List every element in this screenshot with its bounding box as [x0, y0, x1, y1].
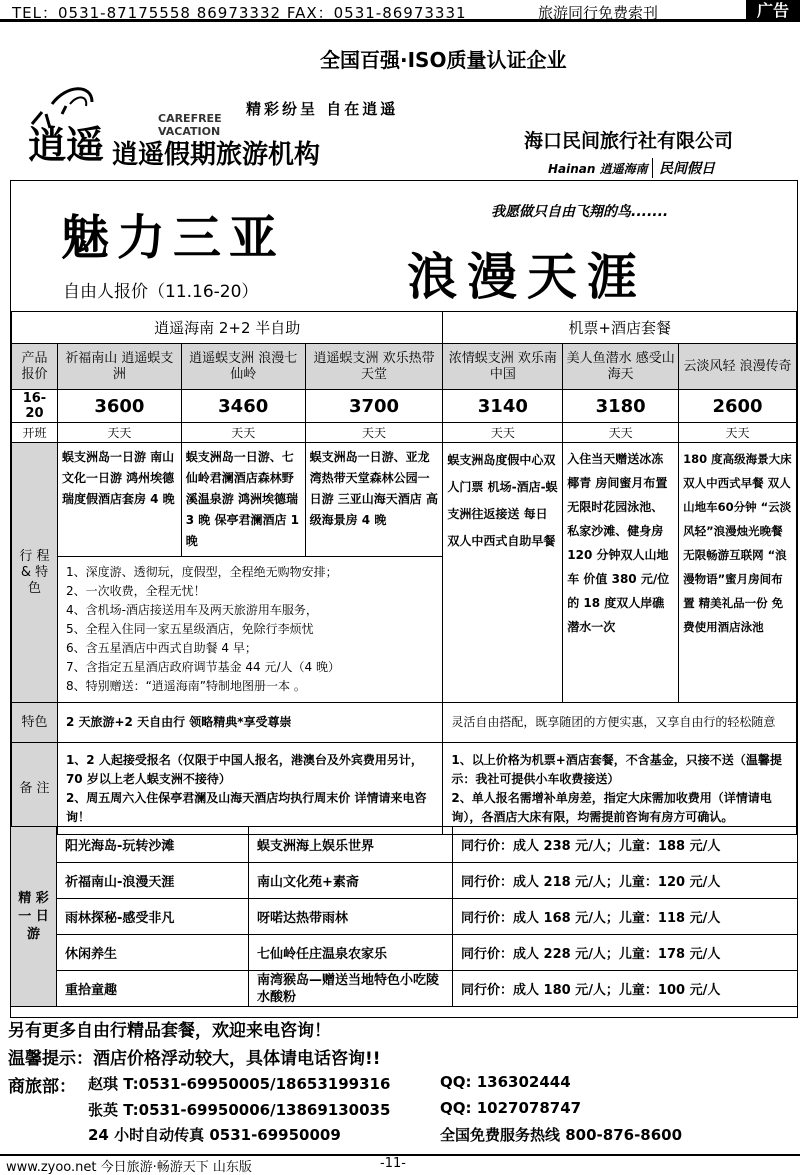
product-name: 逍遥蜈支洲 浪漫七仙岭	[181, 344, 305, 390]
promo-title-2: 浪漫天涯	[407, 247, 647, 306]
en-line-2: VACATION	[158, 125, 221, 138]
ad-badge: 广告	[746, 0, 800, 22]
footer-tip: 温馨提示：酒店价格浮动较大，具体请电话咨询!!	[8, 1049, 381, 1069]
itinerary-cell: 180 度高级海景大床 双人中西式早餐 双人山地车60分钟 “云淡风轻”浪漫烛光晚餐 无限畅游互联网 “浪漫物语”蜜月房间布置 精美礼品一份 免费使用酒店泳池	[679, 443, 797, 703]
promo-subtitle: 自由人报价（11.16-20）	[63, 282, 259, 302]
itinerary-cell: 蜈支洲岛一日游 南山文化一日游 鸿州埃德瑞度假酒店套房 4 晚	[57, 443, 181, 557]
remark-line: 1、以上价格为机票+酒店套餐，不含基金，只接不送（温馨提示：我社可提供小车收费接送）	[451, 752, 782, 786]
day-tour-spot: 七仙岭任庄温泉农家乐	[249, 935, 453, 971]
day-tour-price: 同行价：成人 180 元/人；儿童：100 元/人	[453, 971, 798, 1007]
day-tour-spot: 呀喏达热带雨林	[249, 899, 453, 935]
site-footer: www.zyoo.net 今日旅游·畅游天下 山东版	[6, 1160, 252, 1175]
day-tour-price: 同行价：成人 168 元/人；儿童：118 元/人	[453, 899, 798, 935]
price-value: 3460	[181, 390, 305, 423]
day-tour-name: 祈福南山-浪漫天涯	[57, 863, 249, 899]
hainan-logo: Hainan 逍遥海南	[548, 162, 648, 176]
remarks-left	[57, 743, 442, 835]
qq-2: QQ: 1027078747	[440, 1099, 582, 1117]
day-tour-spot: 蜈支洲海上娱乐世界	[249, 827, 453, 863]
itinerary-cell: 入住当天赠送冰冻椰青 房间蜜月布置 无限时花园泳池、私家沙滩、健身房 120 分钟双人山地车 价值 380 元/位的 18 度双人岸礁潜水一次	[563, 443, 679, 703]
section-flight-hotel: 机票+酒店套餐	[443, 312, 797, 344]
remarks-label: 备 注	[12, 743, 58, 835]
note-line: 5、全程入住同一家五星级酒店，免除行李烦忧	[65, 622, 314, 636]
itinerary-label: 行 程 & 特 色	[12, 443, 58, 703]
header	[0, 28, 800, 178]
price-value: 2600	[679, 390, 797, 423]
schedule-value: 天天	[563, 423, 679, 443]
page-number: -11-	[380, 1156, 406, 1171]
note-line: 1、深度游、透彻玩，度假型，全程绝无购物安排；	[65, 565, 338, 579]
bottom-bar	[0, 1154, 800, 1175]
itinerary-cell: 蜈支洲岛度假中心双人门票 机场-酒店-蜈支洲往返接送 每日双人中西式自助早餐	[443, 443, 563, 703]
schedule-label: 开班	[12, 423, 58, 443]
footer-more: 另有更多自由行精品套餐，欢迎来电咨询！	[8, 1021, 331, 1041]
price-table	[11, 311, 797, 835]
feature-label: 特色	[12, 703, 58, 743]
itinerary-cell: 蜈支洲岛一日游、七仙岭君澜酒店森林野溪温泉游 鸿洲埃德瑞 3 晚 保亭君澜酒店 1 晚	[181, 443, 305, 557]
schedule-value: 天天	[57, 423, 181, 443]
price-value: 3180	[563, 390, 679, 423]
fax-line: 24 小时自动传真 0531-69950009	[88, 1126, 341, 1144]
date-label: 16-20	[12, 390, 58, 423]
schedule-value: 天天	[181, 423, 305, 443]
product-name: 祈福南山 逍遥蜈支洲	[57, 344, 181, 390]
day-tour-name: 休闲养生	[57, 935, 249, 971]
day-tour-price: 同行价：成人 228 元/人；儿童：178 元/人	[453, 935, 798, 971]
note-line: 4、含机场-酒店接送用车及两天旅游用车服务，	[65, 603, 318, 617]
day-tour-table	[10, 826, 798, 1007]
schedule-value: 天天	[443, 423, 563, 443]
day-tour-price: 同行价：成人 218 元/人；儿童：120 元/人	[453, 863, 798, 899]
section-half-selfguided: 逍遥海南 2+2 半自助	[12, 312, 443, 344]
product-name: 云淡风轻 浪漫传奇	[679, 344, 797, 390]
contact-2: 张英 T:0531-69950006/13869130035	[88, 1101, 391, 1119]
header-slogan: 精彩纷呈 自在逍遥	[246, 100, 399, 118]
top-contact: TEL：0531-87175558 86973332 FAX：0531-86973331	[12, 4, 467, 22]
partner-logos	[548, 154, 748, 182]
note-line: 8、特别赠送：“逍遥海南”特制地图册一本 。	[65, 679, 306, 693]
product-label: 产品 报价	[12, 344, 58, 390]
promo-tagline: 我愿做只自由飞翔的鸟.......	[491, 204, 669, 220]
schedule-value: 天天	[679, 423, 797, 443]
remark-line: 2、周五周六入住保亭君澜及山海天酒店均执行周末价 详情请来电咨询！	[65, 790, 427, 824]
schedule-value: 天天	[305, 423, 443, 443]
day-tour-price: 同行价：成人 238 元/人；儿童：188 元/人	[453, 827, 798, 863]
brand-name: 逍遥假期旅游机构	[112, 140, 321, 170]
top-index-title: 旅游同行免费索刊	[538, 4, 659, 22]
note-line: 6、含五星酒店中西式自助餐 4 早；	[65, 641, 257, 655]
top-bar	[0, 0, 800, 22]
header-tagline: 全国百强·ISO质量认证企业	[320, 48, 567, 72]
price-value: 3140	[443, 390, 563, 423]
price-value: 3700	[305, 390, 443, 423]
svg-text:逍遥: 逍遥	[28, 122, 105, 166]
product-name: 美人鱼潜水 感受山海天	[563, 344, 679, 390]
qq-1: QQ: 136302444	[440, 1073, 571, 1091]
remark-line: 2、单人报名需增补单房差，指定大床需加收费用（详情请电询），各酒店大床有限，均需提前咨询有房方可确认。	[451, 790, 772, 824]
day-tour-name: 雨林探秘-感受非凡	[57, 899, 249, 935]
note-line: 2、一次收费，全程无忧！	[65, 584, 206, 598]
remark-line: 1、2 人起接受报名（仅限于中国人报名，港澳台及外宾费用另计，70 岁以上老人蜈支洲不接待）	[65, 752, 423, 786]
footer-dept: 商旅部：	[8, 1077, 76, 1097]
price-value: 3600	[57, 390, 181, 423]
note-line: 7、含指定五星酒店政府调节基金 44 元/人（4 晚）	[65, 660, 340, 674]
day-tour-spot: 南山文化苑+素斋	[249, 863, 453, 899]
feature-left: 2 天旅游+2 天自由行 领略精典*享受尊崇	[57, 703, 442, 743]
company-name: 海口民间旅行社有限公司	[524, 130, 734, 152]
en-line-1: CAREFREE	[158, 112, 222, 125]
product-name: 浓情蜈支洲 欢乐南中国	[443, 344, 563, 390]
minjian-logo: 民间假日	[652, 158, 715, 178]
day-tour-name: 重拾童趣	[57, 971, 249, 1007]
contact-1: 赵琪 T:0531-69950005/18653199316	[88, 1075, 391, 1093]
feature-right: 灵活自由搭配，既享随团的方便实惠，又享自由行的轻松随意	[443, 703, 797, 743]
itinerary-notes	[57, 557, 442, 703]
day-tour-name: 阳光海岛-玩转沙滩	[57, 827, 249, 863]
product-name: 逍遥蜈支洲 欢乐热带天堂	[305, 344, 443, 390]
day-tour-spot: 南湾猴岛—赠送当地特色小吃陵水酸粉	[249, 971, 453, 1007]
itinerary-cell: 蜈支洲岛一日游、亚龙湾热带天堂森林公园一日游 三亚山海天酒店 高级海景房 4 晚	[305, 443, 443, 557]
remarks-right	[443, 743, 797, 835]
day-tour-label: 精 彩 一 日 游	[11, 827, 57, 1007]
hotline: 全国免费服务热线 800-876-8600	[440, 1126, 683, 1144]
promo-title-1: 魅力三亚	[61, 210, 286, 266]
